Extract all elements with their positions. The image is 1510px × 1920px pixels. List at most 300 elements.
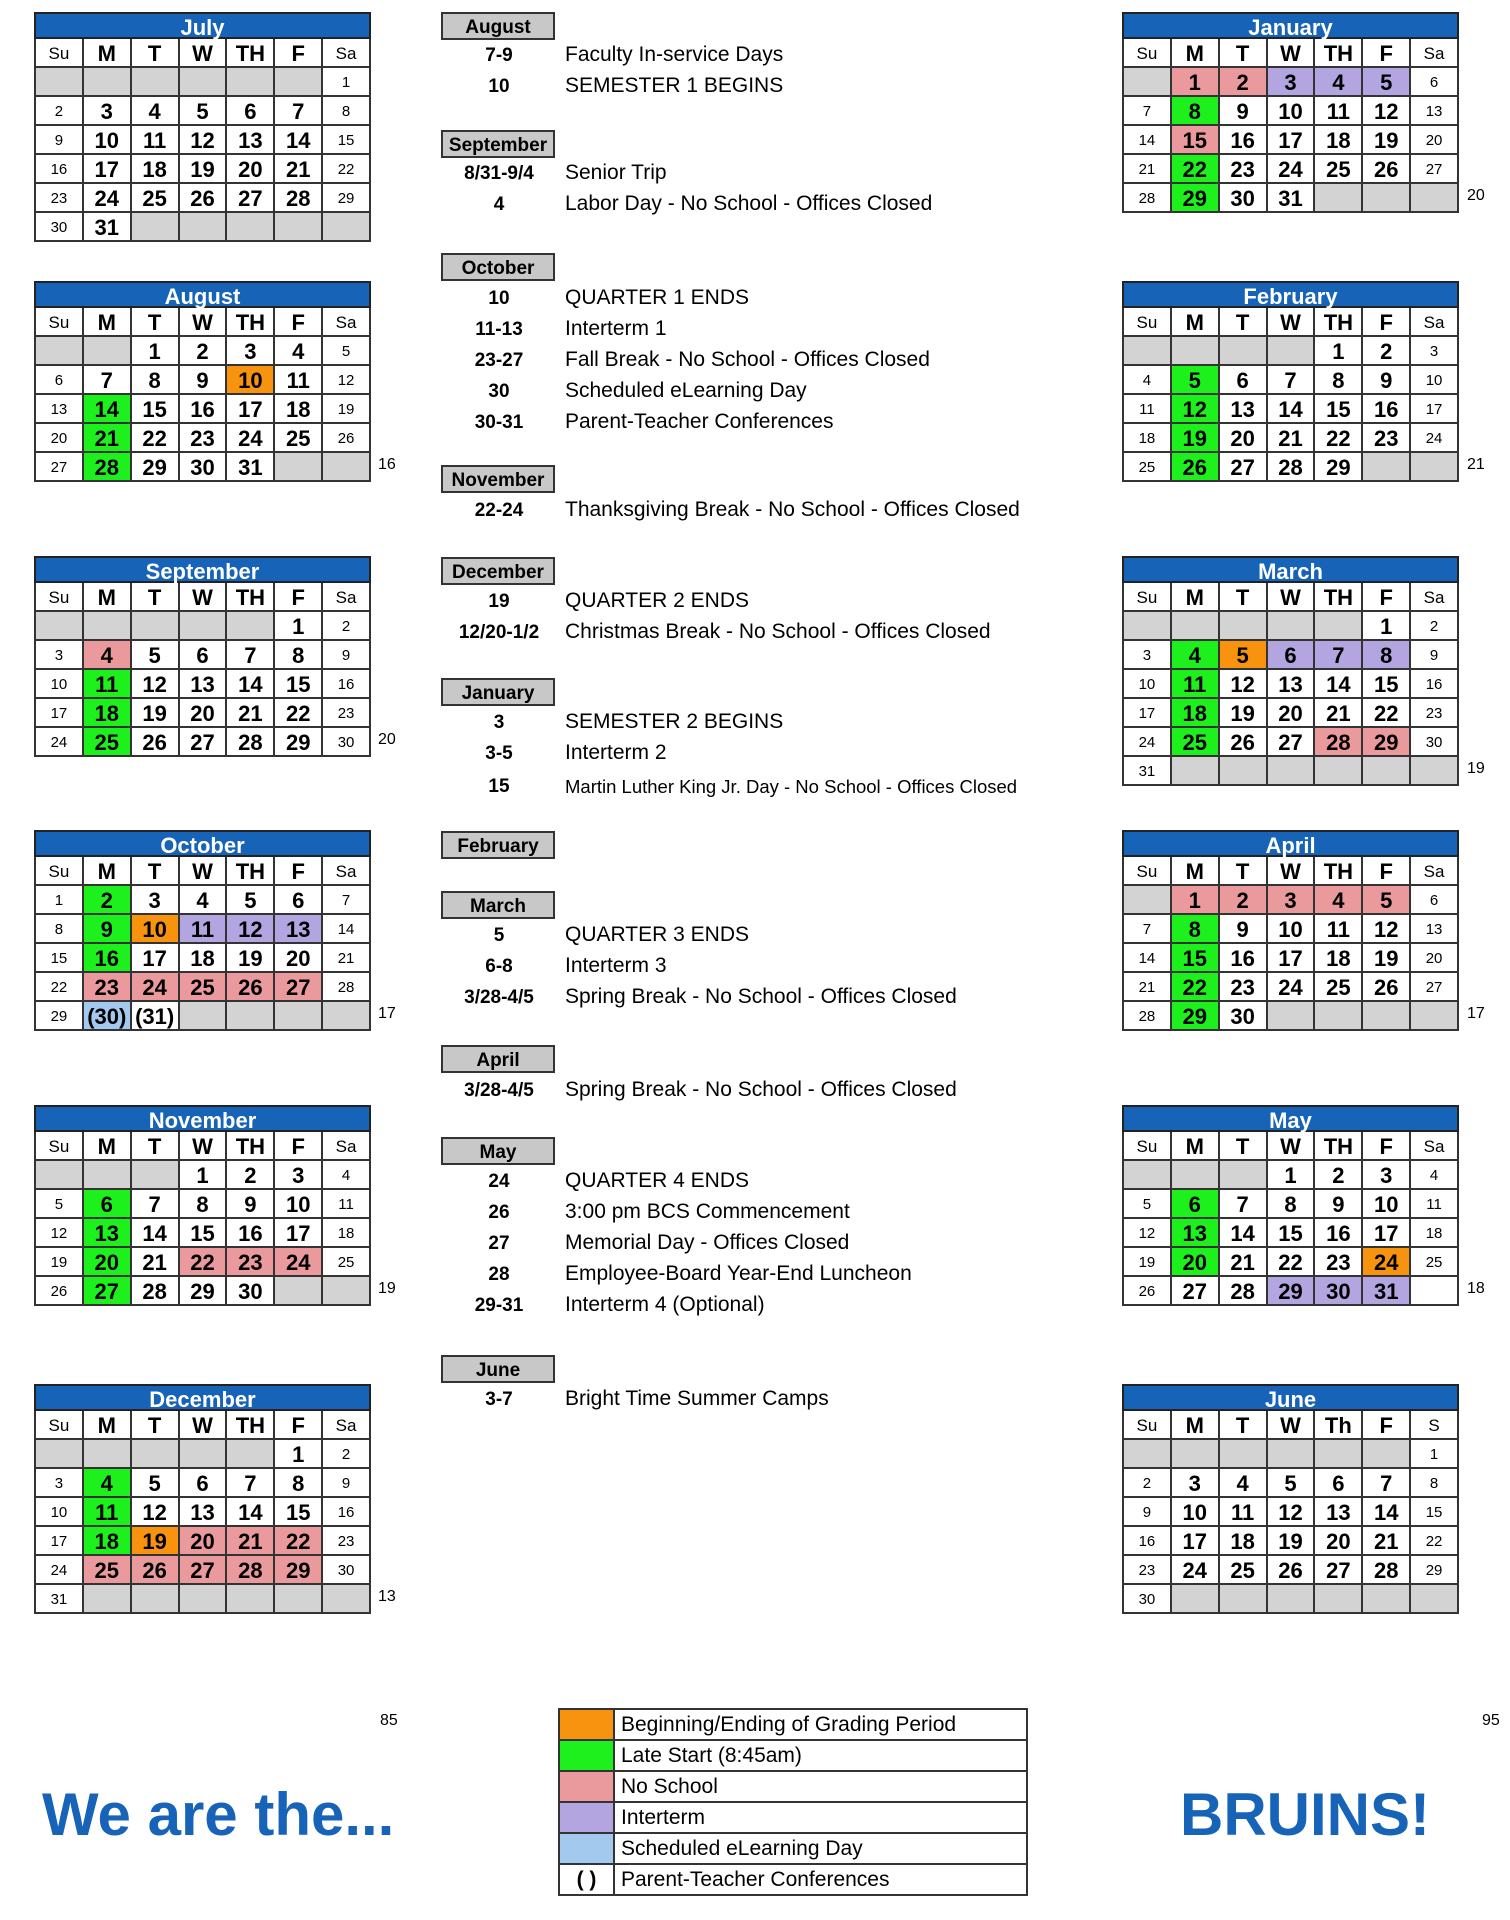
- day-cell: 17: [36, 699, 84, 728]
- month-title: October: [34, 830, 371, 857]
- day-cell: 25: [1220, 1556, 1268, 1585]
- school-day-count: 21: [1467, 456, 1485, 473]
- day-cell: 19: [132, 1527, 180, 1556]
- legend-item: [560, 1865, 1026, 1896]
- event-month-header: February: [441, 831, 555, 859]
- weekday-header: F: [1363, 583, 1411, 612]
- day-cell: 20: [1172, 1248, 1220, 1277]
- event-date: 3-7: [485, 1389, 513, 1410]
- event-description: Fall Break - No School - Offices Closed: [565, 348, 930, 371]
- weekday-header: W: [180, 857, 228, 886]
- day-cell: 9: [323, 641, 371, 670]
- empty-day-cell: [36, 337, 84, 366]
- day-cell: 2: [323, 1440, 371, 1469]
- empty-day-cell: [1220, 1585, 1268, 1614]
- day-cell: 13: [1268, 670, 1316, 699]
- day-cell: 25: [132, 184, 180, 213]
- day-cell: 1: [1268, 1161, 1316, 1190]
- event-date: 5: [493, 925, 505, 946]
- day-cell: 11: [180, 915, 228, 944]
- day-cell: 17: [84, 155, 132, 184]
- weekday-header: F: [1363, 1132, 1411, 1161]
- day-cell: 20: [180, 1527, 228, 1556]
- month-title: May: [1122, 1105, 1459, 1132]
- day-cell: 14: [1363, 1498, 1411, 1527]
- empty-day-cell: [1411, 184, 1459, 213]
- day-cell: 4: [84, 1469, 132, 1498]
- day-cell: 26: [1124, 1277, 1172, 1306]
- day-cell: 26: [227, 973, 275, 1002]
- day-cell: 11: [323, 1190, 371, 1219]
- day-cell: 26: [323, 424, 371, 453]
- weekday-header: T: [132, 583, 180, 612]
- empty-day-cell: [1124, 68, 1172, 97]
- empty-day-cell: [132, 68, 180, 97]
- day-cell: 28: [275, 184, 323, 213]
- day-cell: 16: [1363, 395, 1411, 424]
- day-cell: 24: [1268, 973, 1316, 1002]
- day-cell: 14: [275, 126, 323, 155]
- day-cell: 28: [84, 453, 132, 482]
- empty-day-cell: [36, 1440, 84, 1469]
- day-cell: 4: [275, 337, 323, 366]
- event-date: 22-24: [474, 500, 524, 521]
- day-cell: 13: [1411, 915, 1459, 944]
- day-cell: 8: [1315, 366, 1363, 395]
- day-cell: 4: [1124, 366, 1172, 395]
- day-cell: 5: [323, 337, 371, 366]
- day-cell: 5: [227, 886, 275, 915]
- day-cell: 12: [1363, 97, 1411, 126]
- day-cell: 2: [1220, 68, 1268, 97]
- legend-swatch: ( ): [560, 1865, 615, 1894]
- weekday-header: TH: [1315, 1132, 1363, 1161]
- day-cell: 7: [1124, 97, 1172, 126]
- day-cell: 31: [84, 213, 132, 242]
- day-cell: 10: [84, 126, 132, 155]
- weekday-header: T: [132, 1411, 180, 1440]
- day-cell: 4: [1220, 1469, 1268, 1498]
- month-calendar-august: [34, 281, 371, 482]
- weekday-header: F: [275, 857, 323, 886]
- day-cell: 11: [1124, 395, 1172, 424]
- event-date: 30-31: [474, 412, 524, 433]
- day-cell: 10: [1268, 915, 1316, 944]
- event-description: Christmas Break - No School - Offices Closed: [565, 620, 991, 643]
- weekday-header: F: [275, 39, 323, 68]
- day-cell: 6: [1315, 1469, 1363, 1498]
- day-cell: 20: [1268, 699, 1316, 728]
- day-cell: 24: [1411, 424, 1459, 453]
- empty-day-cell: [227, 213, 275, 242]
- day-cell: 2: [84, 886, 132, 915]
- day-cell: 20: [1411, 126, 1459, 155]
- empty-day-cell: [1268, 337, 1316, 366]
- day-cell: 13: [36, 395, 84, 424]
- day-cell: 27: [275, 973, 323, 1002]
- event-date: 3: [493, 712, 505, 733]
- weekday-header: T: [132, 1132, 180, 1161]
- empty-day-cell: [275, 1585, 323, 1614]
- day-cell: 7: [1315, 641, 1363, 670]
- day-cell: 12: [1268, 1498, 1316, 1527]
- day-cell: 4: [132, 97, 180, 126]
- day-cell: 31: [227, 453, 275, 482]
- event-month-header: January: [441, 678, 555, 706]
- empty-day-cell: [275, 453, 323, 482]
- weekday-header: W: [1268, 39, 1316, 68]
- empty-day-cell: [1315, 612, 1363, 641]
- weekday-header: Sa: [323, 308, 371, 337]
- day-cell: 27: [36, 453, 84, 482]
- empty-day-cell: [36, 612, 84, 641]
- weekday-header: Sa: [323, 857, 371, 886]
- weekday-header: Su: [36, 308, 84, 337]
- day-cell: 9: [1315, 1190, 1363, 1219]
- empty-day-cell: [84, 612, 132, 641]
- legend-label: Interterm: [621, 1806, 706, 1829]
- month-grid: [1122, 583, 1459, 786]
- day-cell: 7: [1268, 366, 1316, 395]
- empty-day-cell: [275, 1002, 323, 1031]
- event-month-header: December: [441, 557, 555, 585]
- event-description: Interterm 2: [565, 741, 667, 764]
- empty-day-cell: [1268, 1585, 1316, 1614]
- month-grid: [34, 1132, 371, 1306]
- empty-day-cell: [323, 1585, 371, 1614]
- day-cell: 22: [1363, 699, 1411, 728]
- day-cell: 14: [1315, 670, 1363, 699]
- month-grid: [1122, 39, 1459, 213]
- empty-day-cell: [1220, 337, 1268, 366]
- day-cell: 19: [1124, 1248, 1172, 1277]
- event-description: Interterm 1: [565, 317, 667, 340]
- day-cell: 9: [84, 915, 132, 944]
- day-cell: 25: [1124, 453, 1172, 482]
- day-cell: 31: [36, 1585, 84, 1614]
- day-cell: 11: [132, 126, 180, 155]
- day-cell: 26: [180, 184, 228, 213]
- day-cell: 23: [180, 424, 228, 453]
- empty-day-cell: [1220, 1440, 1268, 1469]
- day-cell: 16: [1124, 1527, 1172, 1556]
- day-cell: 21: [323, 944, 371, 973]
- month-calendar-july: [34, 12, 371, 242]
- day-cell: 4: [84, 641, 132, 670]
- day-cell: 25: [323, 1248, 371, 1277]
- day-cell: 2: [227, 1161, 275, 1190]
- empty-day-cell: [323, 1002, 371, 1031]
- empty-day-cell: [1363, 453, 1411, 482]
- month-grid: [1122, 308, 1459, 482]
- event-description: Employee-Board Year-End Luncheon: [565, 1262, 912, 1285]
- day-cell: 12: [1124, 1219, 1172, 1248]
- month-title: July: [34, 12, 371, 39]
- day-cell: 10: [36, 1498, 84, 1527]
- empty-day-cell: [1172, 757, 1220, 786]
- day-cell: 25: [84, 728, 132, 757]
- day-cell: 8: [1411, 1469, 1459, 1498]
- empty-day-cell: [84, 1440, 132, 1469]
- empty-day-cell: [132, 213, 180, 242]
- weekday-header: Th: [1315, 1411, 1363, 1440]
- weekday-header: Sa: [1411, 1132, 1459, 1161]
- day-cell: 24: [1172, 1556, 1220, 1585]
- weekday-header: Su: [1124, 1411, 1172, 1440]
- event-month-header: November: [441, 465, 555, 493]
- event-description: Interterm 4 (Optional): [565, 1293, 765, 1316]
- legend-swatch: [560, 1710, 615, 1739]
- day-cell: 8: [36, 915, 84, 944]
- day-cell: 6: [180, 641, 228, 670]
- day-cell: 29: [1172, 1002, 1220, 1031]
- day-cell: 6: [36, 366, 84, 395]
- day-cell: 3: [36, 1469, 84, 1498]
- day-cell: 16: [227, 1219, 275, 1248]
- day-cell: 29: [1268, 1277, 1316, 1306]
- day-cell: 23: [227, 1248, 275, 1277]
- day-cell: 12: [132, 670, 180, 699]
- weekday-header: Sa: [1411, 39, 1459, 68]
- day-cell: 16: [180, 395, 228, 424]
- school-day-count: 17: [378, 1005, 396, 1022]
- event-description: Parent-Teacher Conferences: [565, 410, 834, 433]
- legend-label: No School: [621, 1775, 718, 1798]
- day-cell: 10: [36, 670, 84, 699]
- day-cell: 13: [180, 1498, 228, 1527]
- day-cell: 22: [1268, 1248, 1316, 1277]
- day-cell: 2: [1220, 886, 1268, 915]
- empty-day-cell: [1172, 612, 1220, 641]
- day-cell: 16: [323, 1498, 371, 1527]
- day-cell: 12: [36, 1219, 84, 1248]
- day-cell: 19: [227, 944, 275, 973]
- weekday-header: Sa: [323, 39, 371, 68]
- day-cell: 15: [1172, 944, 1220, 973]
- empty-day-cell: [1363, 757, 1411, 786]
- event-month-header: May: [441, 1137, 555, 1165]
- day-cell: 6: [180, 1469, 228, 1498]
- day-cell: 30: [1220, 1002, 1268, 1031]
- day-cell: 18: [1220, 1527, 1268, 1556]
- day-cell: 14: [1124, 126, 1172, 155]
- weekday-header: Su: [1124, 857, 1172, 886]
- day-cell: 29: [132, 453, 180, 482]
- legend-swatch: [560, 1741, 615, 1770]
- legend-label: Beginning/Ending of Grading Period: [621, 1713, 957, 1736]
- day-cell: 9: [1411, 641, 1459, 670]
- day-cell: 8: [323, 97, 371, 126]
- day-cell: 17: [1268, 126, 1316, 155]
- day-cell: 26: [1363, 973, 1411, 1002]
- event-description: Labor Day - No School - Offices Closed: [565, 192, 933, 215]
- event-date: 30: [488, 381, 510, 402]
- day-cell: 6: [1411, 68, 1459, 97]
- event-date: 28: [488, 1264, 510, 1285]
- day-cell: 1: [1411, 1440, 1459, 1469]
- weekday-header: TH: [227, 39, 275, 68]
- event-description: 3:00 pm BCS Commencement: [565, 1200, 850, 1223]
- empty-day-cell: [132, 612, 180, 641]
- day-cell: 25: [84, 1556, 132, 1585]
- day-cell: 11: [1411, 1190, 1459, 1219]
- day-cell: 3: [84, 97, 132, 126]
- day-cell: 10: [1124, 670, 1172, 699]
- day-cell: 9: [180, 366, 228, 395]
- day-cell: 1: [275, 612, 323, 641]
- event-description: Spring Break - No School - Offices Closed: [565, 1078, 957, 1101]
- day-cell: 25: [1172, 728, 1220, 757]
- weekday-header: Su: [1124, 39, 1172, 68]
- day-cell: 23: [36, 184, 84, 213]
- day-cell: 1: [275, 1440, 323, 1469]
- weekday-header: F: [275, 308, 323, 337]
- day-cell: 13: [1315, 1498, 1363, 1527]
- day-cell: 19: [1268, 1527, 1316, 1556]
- weekday-header: TH: [227, 1411, 275, 1440]
- day-cell: 24: [132, 973, 180, 1002]
- day-cell: 2: [1411, 612, 1459, 641]
- empty-day-cell: [1315, 757, 1363, 786]
- day-cell: 3: [1268, 886, 1316, 915]
- weekday-header: M: [1172, 583, 1220, 612]
- day-cell: 21: [132, 1248, 180, 1277]
- day-cell: 27: [1220, 453, 1268, 482]
- weekday-header: Su: [36, 857, 84, 886]
- day-cell: 30: [323, 728, 371, 757]
- event-description: QUARTER 2 ENDS: [565, 589, 749, 612]
- month-title: June: [1122, 1384, 1459, 1411]
- weekday-header: Sa: [323, 1132, 371, 1161]
- day-cell: 19: [1363, 944, 1411, 973]
- day-cell: 29: [1411, 1556, 1459, 1585]
- day-cell: 13: [275, 915, 323, 944]
- day-cell: 30: [1315, 1277, 1363, 1306]
- day-cell: 27: [180, 728, 228, 757]
- weekday-header: M: [1172, 1132, 1220, 1161]
- month-grid: [1122, 857, 1459, 1031]
- day-cell: 28: [1220, 1277, 1268, 1306]
- day-cell: 8: [1268, 1190, 1316, 1219]
- day-cell: 6: [1172, 1190, 1220, 1219]
- weekday-header: F: [1363, 857, 1411, 886]
- empty-day-cell: [1124, 886, 1172, 915]
- day-cell: 8: [1363, 641, 1411, 670]
- weekday-header: T: [1220, 583, 1268, 612]
- weekday-header: TH: [227, 1132, 275, 1161]
- weekday-header: F: [1363, 39, 1411, 68]
- day-cell: 11: [1172, 670, 1220, 699]
- weekday-header: M: [1172, 1411, 1220, 1440]
- day-cell: 28: [1124, 1002, 1172, 1031]
- day-cell: 27: [1268, 728, 1316, 757]
- day-cell: 17: [1124, 699, 1172, 728]
- day-cell: 24: [36, 1556, 84, 1585]
- day-cell: 28: [323, 973, 371, 1002]
- event-description: SEMESTER 1 BEGINS: [565, 74, 784, 97]
- day-cell: 20: [36, 424, 84, 453]
- legend-swatch: [560, 1772, 615, 1801]
- day-cell: 3: [1172, 1469, 1220, 1498]
- day-cell: 23: [323, 1527, 371, 1556]
- empty-day-cell: [132, 1440, 180, 1469]
- weekday-header: W: [1268, 1132, 1316, 1161]
- day-cell: 1: [323, 68, 371, 97]
- day-cell: 31: [1363, 1277, 1411, 1306]
- empty-day-cell: [1172, 1161, 1220, 1190]
- empty-day-cell: [323, 213, 371, 242]
- day-cell: 30: [180, 453, 228, 482]
- day-cell: 15: [1411, 1498, 1459, 1527]
- month-calendar-march: [1122, 556, 1459, 786]
- day-cell: 18: [1315, 126, 1363, 155]
- day-cell: 19: [323, 395, 371, 424]
- day-cell: 17: [1172, 1527, 1220, 1556]
- day-cell: 29: [1363, 728, 1411, 757]
- school-day-count: 18: [1467, 1280, 1485, 1297]
- day-cell: 14: [1220, 1219, 1268, 1248]
- empty-day-cell: [323, 453, 371, 482]
- day-cell: 4: [1315, 886, 1363, 915]
- day-cell: 23: [1220, 973, 1268, 1002]
- day-cell: 9: [1363, 366, 1411, 395]
- weekday-header: Su: [36, 39, 84, 68]
- event-date: 23-27: [474, 350, 524, 371]
- legend-label: Late Start (8:45am): [621, 1744, 802, 1767]
- day-cell: 14: [323, 915, 371, 944]
- event-month-header: September: [441, 130, 555, 158]
- day-cell: 23: [1124, 1556, 1172, 1585]
- day-cell: 15: [275, 670, 323, 699]
- day-cell: 14: [84, 395, 132, 424]
- day-cell: 3: [36, 641, 84, 670]
- day-cell: 10: [1268, 97, 1316, 126]
- month-title: February: [1122, 281, 1459, 308]
- day-cell: 9: [1124, 1498, 1172, 1527]
- empty-day-cell: [1220, 612, 1268, 641]
- weekday-header: T: [132, 857, 180, 886]
- empty-day-cell: [1411, 453, 1459, 482]
- empty-day-cell: [180, 1002, 228, 1031]
- month-calendar-may: [1122, 1105, 1459, 1306]
- event-date: 24: [488, 1171, 510, 1192]
- day-cell: 7: [275, 97, 323, 126]
- total-right: 95: [1482, 1712, 1500, 1729]
- weekday-header: T: [1220, 1411, 1268, 1440]
- weekday-header: Sa: [1411, 857, 1459, 886]
- day-cell: 26: [1220, 728, 1268, 757]
- day-cell: 5: [132, 1469, 180, 1498]
- day-cell: 28: [1315, 728, 1363, 757]
- day-cell: 26: [132, 728, 180, 757]
- empty-day-cell: [1363, 1440, 1411, 1469]
- day-cell: 13: [227, 126, 275, 155]
- day-cell: 4: [1315, 68, 1363, 97]
- day-cell: 3: [1363, 1161, 1411, 1190]
- day-cell: 6: [227, 97, 275, 126]
- event-date: 26: [488, 1202, 510, 1223]
- empty-day-cell: [180, 1585, 228, 1614]
- day-cell: 17: [1268, 944, 1316, 973]
- event-description: Spring Break - No School - Offices Closed: [565, 985, 957, 1008]
- empty-day-cell: [227, 1440, 275, 1469]
- month-grid: [1122, 1132, 1459, 1306]
- day-cell: 5: [180, 97, 228, 126]
- day-cell: 28: [227, 1556, 275, 1585]
- weekday-header: W: [180, 308, 228, 337]
- day-cell: 6: [275, 886, 323, 915]
- day-cell: 27: [1411, 973, 1459, 1002]
